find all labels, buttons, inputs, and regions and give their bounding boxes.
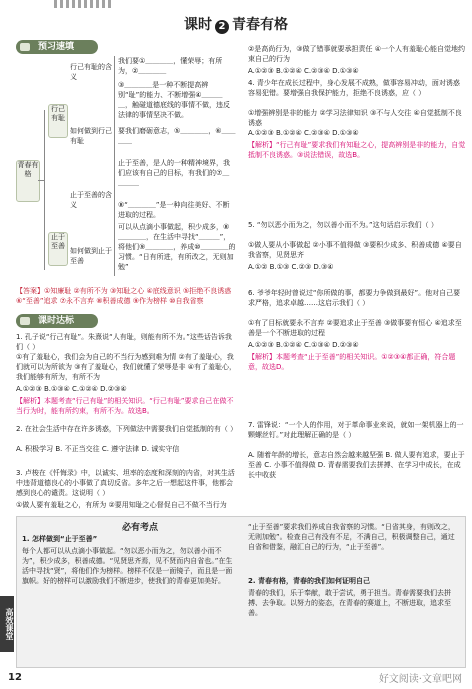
q3-stem: 3. 卢梭在《忏悔录》中，以诚实、坦率的态度和深刻的内省，对其生活中违背道德良心的小事做了真切反省。多年之后一想起这件事，他都会感到良心的谴责。这说明（ ）: [16, 469, 235, 497]
q4-choices: A.①②③ B.①②④ C.②③④ D.①③④: [248, 129, 359, 137]
branch-zhiyu: 止于至善: [48, 232, 68, 266]
mind-text-3: 要我们磨砺意志，⑤＿＿＿＿，⑥＿＿＿＿: [118, 127, 236, 145]
section-drill: 课时达标: [16, 314, 98, 328]
keypoint-2-heading: 2. 青春有格，青春的我们如何证明自己: [248, 577, 370, 585]
q7-choices: A. 随着年龄的增长，意志自然会越来越坚强 B. 做人要有追求，要止于至善 C. 小事不值得做 D. 青春需要我们去拼搏、在学习中成长，在成长中收获: [248, 451, 465, 479]
q6-stem: 6. 爷爷年轻时曾说过“你所做的事，都要力争做到最好”。他对自己要求严格，追求卓越……这启示我们（ ）: [248, 289, 461, 307]
q6-analysis: 【解析】本题考查“止于至善”的相关知识。①②③④都正确，符合题意，故选D。: [248, 353, 456, 371]
branch-xingji: 行己有耻: [48, 104, 68, 138]
keypoint-2-text: 青春的我们，乐于奉献，敢于尝试，勇于担当。青春需要我们去拼搏、去争取。以努力的姿态，在青春的赛道上，不断进取，追求至善。: [248, 589, 451, 617]
q2-stem: 2. 在社会生活中存在许多诱惑，下列做法中需要我们自觉抵制的有（ ）: [16, 425, 238, 433]
q3-options: ①做人要有羞耻之心，有所为 ②要用知耻之心督促自己不做不当行为: [16, 501, 227, 509]
mind-text-1: 我们要①＿＿＿＿，懂荣辱；有所为，②＿＿＿＿: [118, 57, 223, 75]
section-preview: 预习速填: [16, 40, 98, 54]
q3-options-cont: ②是高尚行为，③做了错事就要承担责任 ④一个人有羞耻心能自觉地约束自己的行为: [248, 45, 466, 63]
connector: [44, 110, 45, 270]
q1-stem: 1. 孔子说“行己有耻”。朱熹说“人有耻，则能有所不为。”这些话告诉我们（ ）: [16, 333, 232, 351]
label-zhiyu-how: 如何做到止于至善: [70, 247, 112, 265]
q3-choices: A.①②③ B.①②④ C.②③④ D.①③④: [248, 67, 359, 75]
mind-text-2: ③＿＿＿＿是一种不断提高辨别“耻”的能力、不断增强④＿＿＿＿，触碰道德底线的事情不做，违反法律的事情坚决不做。: [118, 81, 230, 119]
q1-analysis: 【解析】本题考查“行己有耻”的相关知识。“行己有耻”要求自己在做不当行为时，能有所约束，有所不为。故选B。: [16, 397, 234, 415]
label-xingji-meaning: 行己有耻的含义: [70, 63, 112, 81]
q6-choices: A.①②③ B.①②④ C.①③④ D.②③④: [248, 341, 359, 349]
label-zhiyu-meaning: 止于至善的含义: [70, 191, 112, 209]
label-xingji-how: 如何做到行己有耻: [70, 127, 112, 145]
q2-choices: A. 积极学习 B. 不正当交往 C. 遵守法律 D. 诚实守信: [16, 445, 180, 453]
keypoints-title: 必有考点: [121, 523, 158, 533]
keypoint-2-intro: “止于至善”要求我们养成自我省察的习惯。“日省其身，有则改之，无则加勉”。检查自己有没有不足，不满自己，积极调整自己，通过自省和借鉴，融汇自己的行为，“止于至善”。: [248, 523, 455, 551]
decoration-swirl: [54, 0, 114, 8]
sidebar-tab: 高效课堂: [0, 596, 14, 652]
mind-text-5: ⑧“＿＿＿＿”是一种向往美好、不断进取的过程。: [118, 201, 230, 219]
q5-options: ①做人要从小事做起 ②小事不值得做 ③要积少成多、积善成德 ④要自我省察，见贤思齐: [248, 241, 462, 259]
connector: [114, 56, 115, 276]
q1-options: ①有了羞耻心，我们会为自己的不当行为感到难为情 ②有了羞耻心，我们就可以为所欲为 ③有了羞耻心，我们就懂了荣辱是非 ④有了羞耻心，我们能够有所为，有所不为: [16, 353, 237, 381]
lesson-title: 课时 2 青春有格: [184, 17, 288, 33]
keypoint-1-heading: 1. 怎样做到“止于至善”: [22, 535, 98, 543]
keypoint-1-text: 每个人都可以从点滴小事做起。“勿以恶小而为之，勿以善小而不为”，积少成多，积善成德。“见贤思齐焉，见不贤而内自省也。”在生活中寻找“贤”，将他们作为榜样。榜样不仅是一面镜子，而且是一面旗帜。好的榜样可以激励我们不断进步，使我们的青春更加美好。: [22, 547, 233, 585]
page-number: 12: [8, 672, 22, 683]
q1-choices: A.①②③ B.①③④ C.①②④ D.②③④: [16, 385, 127, 393]
lesson-number: 2: [215, 20, 229, 34]
q4-analysis: 【解析】“行己有耻”要求我们有知耻之心，提高辨别是非的能力，自觉抵制不良诱惑。③说法错误，故选B。: [248, 141, 466, 159]
q4-stem: 4. 青少年在成长过程中，身心发展不成熟，做事容易冲动，面对诱惑容易犯错。要增强自我保护能力，拒绝不良诱惑，应（ ）: [248, 79, 460, 97]
q7-stem: 7. 雷锋说：“一个人的作用，对于革命事业来说，就如一架机器上的一颗螺丝钉。”对此理解正确的是（ ）: [248, 421, 464, 439]
q5-stem: 5. “勿以恶小而为之，勿以善小而不为。”这句话启示我们（ ）: [248, 221, 438, 229]
mind-text-6: 可以从点滴小事做起，积少成多，⑧＿＿＿＿，在生活中寻找“＿＿＿”，将他们⑨＿＿＿＿，养成⑩＿＿＿＿的习惯。“日有所进，有所改之，无则加勉”: [118, 223, 236, 271]
mindmap-root: 青春有格: [16, 160, 40, 202]
q5-choices: A.①② B.①③ C.②③ D.③④: [248, 263, 334, 271]
watermark: 好文阅读·文章吧网: [378, 674, 462, 685]
q6-options: ①有了目标就要永不言弃 ②要追求止于至善 ③做事要有恒心 ④追求至善是一个不断进取的过程: [248, 319, 462, 337]
q4-options: ①增强辨别是非的能力 ②学习法律知识 ③不与人交往 ④自觉抵制不良诱惑: [248, 109, 462, 127]
mind-text-4: 止于至善，是人的一种精神境界，我们应该有自己的目标，有我们的⑦＿＿＿＿: [118, 159, 230, 187]
preview-answers: 【答案】①知廉耻 ②有所不为 ③知耻之心 ④底线意识 ⑤拒绝不良诱惑 ⑥“至善”追求 ⑦永不言弃 ⑧积善成德 ⑨作为榜样 ⑩自我省察: [16, 287, 232, 305]
